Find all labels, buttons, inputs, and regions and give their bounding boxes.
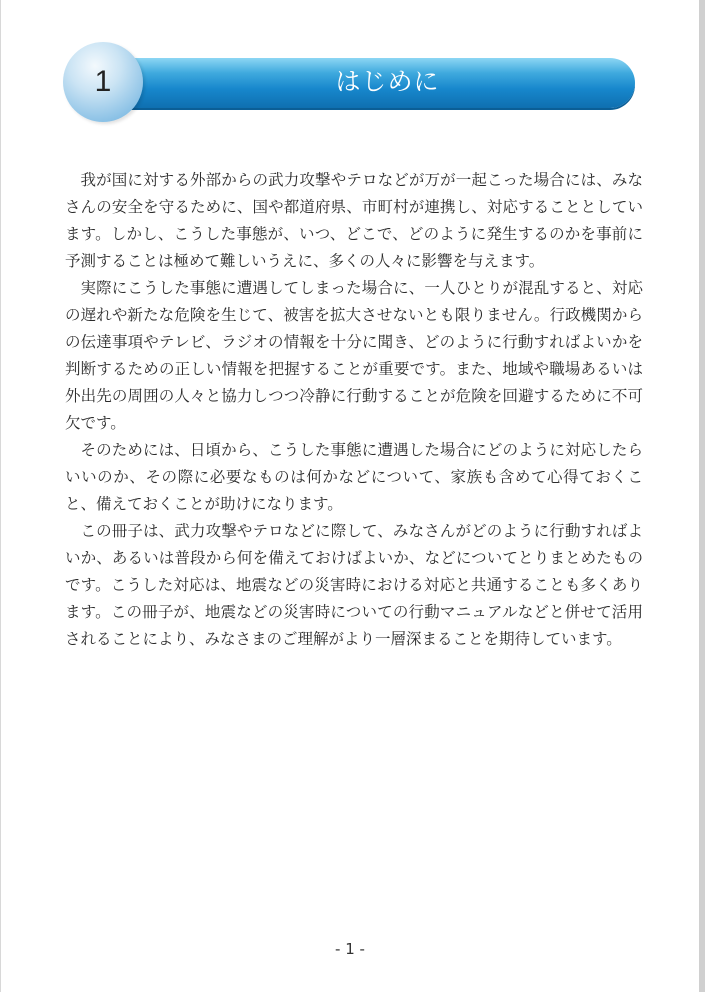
- body-text: [65, 167, 643, 653]
- chapter-title-bar: [118, 58, 635, 108]
- chapter-header: [63, 42, 635, 122]
- chapter-title: はじめに: [335, 67, 440, 96]
- paragraph: この冊子は、武力攻撃やテロなどに際して、みなさんがどのように行動すればよいか、あるいは普段から何を備えておけばよいか、などについてとりまとめたものです。こうした対応は、地震などの災害時における対応と共通することも多くあります。この冊子が、地震などの災害時についての行動マニュアルなどと併せて活用されることにより、みなさまのご理解がより一層深まることを期待しています。: [65, 522, 643, 648]
- paragraph: 実際にこうした事態に遭遇してしまった場合に、一人ひとりが混乱すると、対応の遅れや新たな危険を生じて、被害を拡大させないとも限りません。行政機関からの伝達事項やテレビ、ラジオの情報を十分に聞き、どのように行動すればよいかを判断するための正しい情報を把握することが重要です。また、地域や職場あるいは外出先の周囲の人々と協力しつつ冷静に行動することが危険を回避するために不可欠です。: [65, 279, 643, 432]
- paragraph: そのためには、日頃から、こうした事態に遭遇した場合にどのように対応したらいいのか、その際に必要なものは何かなどについて、家族も含めて心得ておくこと、備えておくことが助けになります。: [65, 441, 643, 513]
- paragraph: 我が国に対する外部からの武力攻撃やテロなどが万が一起こった場合には、みなさんの安全を守るために、国や都道府県、市町村が連携し、対応することとしています。しかし、こうした事態が、いつ、どこで、どのように発生するのかを事前に予測することは極めて難しいうえに、多くの人々に影響を与えます。: [65, 171, 643, 270]
- page-number: - 1 -: [335, 940, 365, 958]
- chapter-number-badge: [63, 42, 143, 122]
- chapter-number: 1: [94, 65, 112, 98]
